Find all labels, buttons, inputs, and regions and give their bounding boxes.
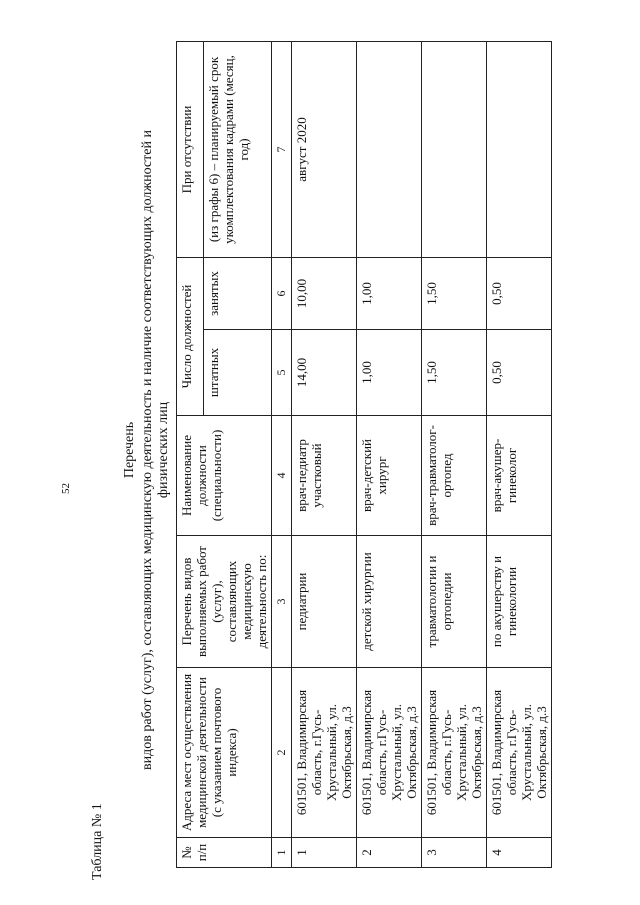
table-row xyxy=(292,41,357,867)
table-row xyxy=(422,41,487,867)
header-address: Адреса мест осуществления медицинской деятельности (с указанием почтового индекса) xyxy=(177,668,272,838)
document-subtitle-continued: физических лиц xyxy=(156,401,171,499)
header-staff: штатных xyxy=(204,330,272,416)
header-position: Наименование должности (специальности) xyxy=(177,416,272,536)
row-number: 1 xyxy=(292,838,357,868)
row-plan-date: август 2020 xyxy=(292,41,357,257)
column-number: 4 xyxy=(272,416,292,536)
document-subtitle: видов работ (услуг), составляющих медицинскую деятельность и наличие соответствующих должностей и xyxy=(140,130,155,770)
row-address: 601501, Владимирская область, г.Гусь-Хрустальный, ул. Октябрьская, д.3 xyxy=(422,668,487,838)
header-positions-count: Число должностей xyxy=(177,257,204,415)
positions-table xyxy=(176,41,552,868)
column-number: 2 xyxy=(272,668,292,838)
row-number: 2 xyxy=(357,838,422,868)
row-number: 4 xyxy=(487,838,552,868)
page-number: 52 xyxy=(60,483,72,494)
column-number: 3 xyxy=(272,536,292,668)
row-position: врач-детский хирург xyxy=(357,416,422,536)
row-occupied-count: 0,50 xyxy=(487,257,552,329)
row-staff-count: 1,00 xyxy=(357,330,422,416)
row-occupied-count: 10,00 xyxy=(292,257,357,329)
row-plan-date xyxy=(487,41,552,257)
row-position: врач-травматолог-ортопед xyxy=(422,416,487,536)
row-work-type: детской хирургии xyxy=(357,536,422,668)
row-staff-count: 0,50 xyxy=(487,330,552,416)
header-work-types: Перечень видов выполняемых работ (услуг), составляющих медицинскую деятельность по: xyxy=(177,536,272,668)
row-plan-date xyxy=(357,41,422,257)
column-number: 6 xyxy=(272,257,292,329)
row-plan-date xyxy=(422,41,487,257)
row-address: 601501, Владимирская область, г.Гусь-Хрустальный, ул. Октябрьская, д.3 xyxy=(487,668,552,838)
table-label: Таблица № 1 xyxy=(90,803,105,880)
row-occupied-count: 1,50 xyxy=(422,257,487,329)
row-occupied-count: 1,00 xyxy=(357,257,422,329)
row-position: врач-акушер-гинеколог xyxy=(487,416,552,536)
row-staff-count: 1,50 xyxy=(422,330,487,416)
header-if-absent: При отсутствии xyxy=(177,41,204,257)
document-title: Перечень xyxy=(122,421,137,479)
table-row xyxy=(357,41,422,867)
column-number-row xyxy=(272,41,292,867)
column-number: 7 xyxy=(272,41,292,257)
row-staff-count: 14,00 xyxy=(292,330,357,416)
header-plan-date: (из графы 6) – планируемый срок укомплектования кадрами (месяц, год) xyxy=(204,41,272,257)
row-work-type: педиатрии xyxy=(292,536,357,668)
rotated-sheet xyxy=(88,20,549,880)
row-address: 601501, Владимирская область, г.Гусь-Хрустальный, ул. Октябрьская, д.3 xyxy=(292,668,357,838)
header-occupied: занятых xyxy=(204,257,272,329)
row-number: 3 xyxy=(422,838,487,868)
row-position: врач-педиатр участковый xyxy=(292,416,357,536)
row-work-type: травматологии и ортопедии xyxy=(422,536,487,668)
header-row xyxy=(177,41,204,867)
table-row xyxy=(487,41,552,867)
column-number: 1 xyxy=(272,838,292,868)
row-work-type: по акушерству и гинекологии xyxy=(487,536,552,668)
column-number: 5 xyxy=(272,330,292,416)
row-address: 601501, Владимирская область, г.Гусь-Хрустальный, ул. Октябрьская, д.3 xyxy=(357,668,422,838)
header-number: № п/п xyxy=(177,838,272,868)
